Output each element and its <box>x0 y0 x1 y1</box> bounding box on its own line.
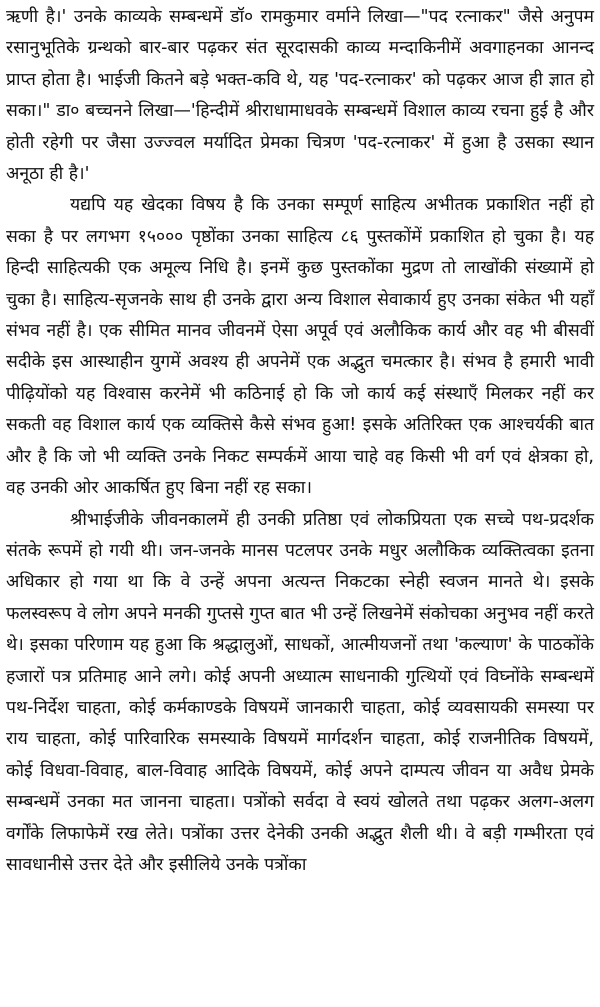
paragraph-2: यद्यपि यह खेदका विषय है कि उनका सम्पूर्ण साहित्य अभीतक प्रकाशित नहीं हो सका है पर लगभग १५००० पृष्ठोंका उनका साहित्य ८६ पुस्तकोंमें प्रकाशित हो चुका है। यह हिन्दी साहित्यकी एक अमूल्य निधि है। इनमें कुछ पुस्तकोंका मुद्रण तो लाखोंकी संख्यामें हो चुका है। साहित्य-सृजनके साथ ही उनके द्वारा अन्य विशाल सेवाकार्य हुए उनका संकेत भी यहाँ संभव नहीं है। एक सीमित मानव जीवनमें ऐसा अपूर्व एवं अलौकिक कार्य और वह भी बीसवीं सदीके इस आस्थाहीन युगमें अवश्य ही अपनेमें एक अद्भुत चमत्कार है। संभव है हमारी भावी पीढ़ियोंको यह विश्वास करनेमें भी कठिनाई हो कि जो कार्य कई संस्थाएँ मिलकर नहीं कर सकती वह विशाल कार्य एक व्यक्तिसे कैसे संभव हुआ! इसके अतिरिक्त एक आश्चर्यकी बात और है कि जो भी व्यक्ति उनके निकट सम्पर्कमें आया चाहे वह किसी भी वर्ग एवं क्षेत्रका हो, वह उनकी ओर आकर्षित हुए बिना नहीं रह सका। <box>6 195 594 499</box>
paragraph-1: ऋणी है।' उनके काव्यके सम्बन्धमें डॉ० रामकुमार वर्माने लिखा—"पद रत्नाकर" जैसे अनुपम रसानुभूतिके ग्रन्थको बार-बार पढ़कर संत सूरदासकी काव्य मन्दाकिनीमें अवगाहनका आनन्द प्राप्त होता है। भाईजी कितने बड़े भक्त-कवि थे, यह 'पद-रत्नाकर' को पढ़कर आज ही ज्ञात हो सका।" डा० बच्चनने लिखा—'हिन्दीमें श्रीराधामाधवके सम्बन्धमें विशाल काव्य रचना हुई है और होती रहेगी पर जैसा उज्ज्वल मर्यादित प्रेमका चित्रण 'पद-रत्नाकर' में हुआ है उसका स्थान अनूठा ही है।' <box>6 7 594 185</box>
document-page <box>6 2 594 881</box>
paragraph-3: श्रीभाईजीके जीवनकालमें ही उनकी प्रतिष्ठा एवं लोकप्रियता एक सच्चे पथ-प्रदर्शक संतके रूपमें हो गयी थी। जन-जनके मानस पटलपर उनके मधुर अलौकिक व्यक्तित्वका इतना अधिकार हो गया था कि वे उन्हें अपना अत्यन्त निकटका स्नेही स्वजन मानते थे। इसके फलस्वरूप वे लोग अपने मनकी गुप्तसे गुप्त बात भी उन्हें लिखनेमें संकोचका अनुभव नहीं करते थे। इसका परिणाम यह हुआ कि श्रद्धालुओं, साधकों, आत्मीयजनों तथा 'कल्याण' के पाठकोंके हजारों पत्र प्रतिमाह आने लगे। कोई अपनी अध्यात्म साधनाकी गुत्थियों एवं विघ्नोंके सम्बन्धमें पथ-निर्देश चाहता, कोई कर्मकाण्डके विषयमें जानकारी चाहता, कोई व्यवसायकी समस्या पर राय चाहता, कोई पारिवारिक समस्याके विषयमें मार्गदर्शन चाहता, कोई राजनीतिक विषयमें, कोई विधवा-विवाह, बाल-विवाह आदिके विषयमें, कोई अपने दाम्पत्य जीवन या अवैध प्रेमके सम्बन्धमें उनका मत जानना चाहता। पत्रोंको सर्वदा वे स्वयं खोलते तथा पढ़कर अलग-अलग वर्गोंके लिफाफेमें रख लेते। पत्रोंका उत्तर देनेकी उनकी अद्भुत शैली थी। वे बड़ी गम्भीरता एवं सावधानीसे उत्तर देते और इसीलिये उनके पत्रोंका <box>6 509 594 875</box>
